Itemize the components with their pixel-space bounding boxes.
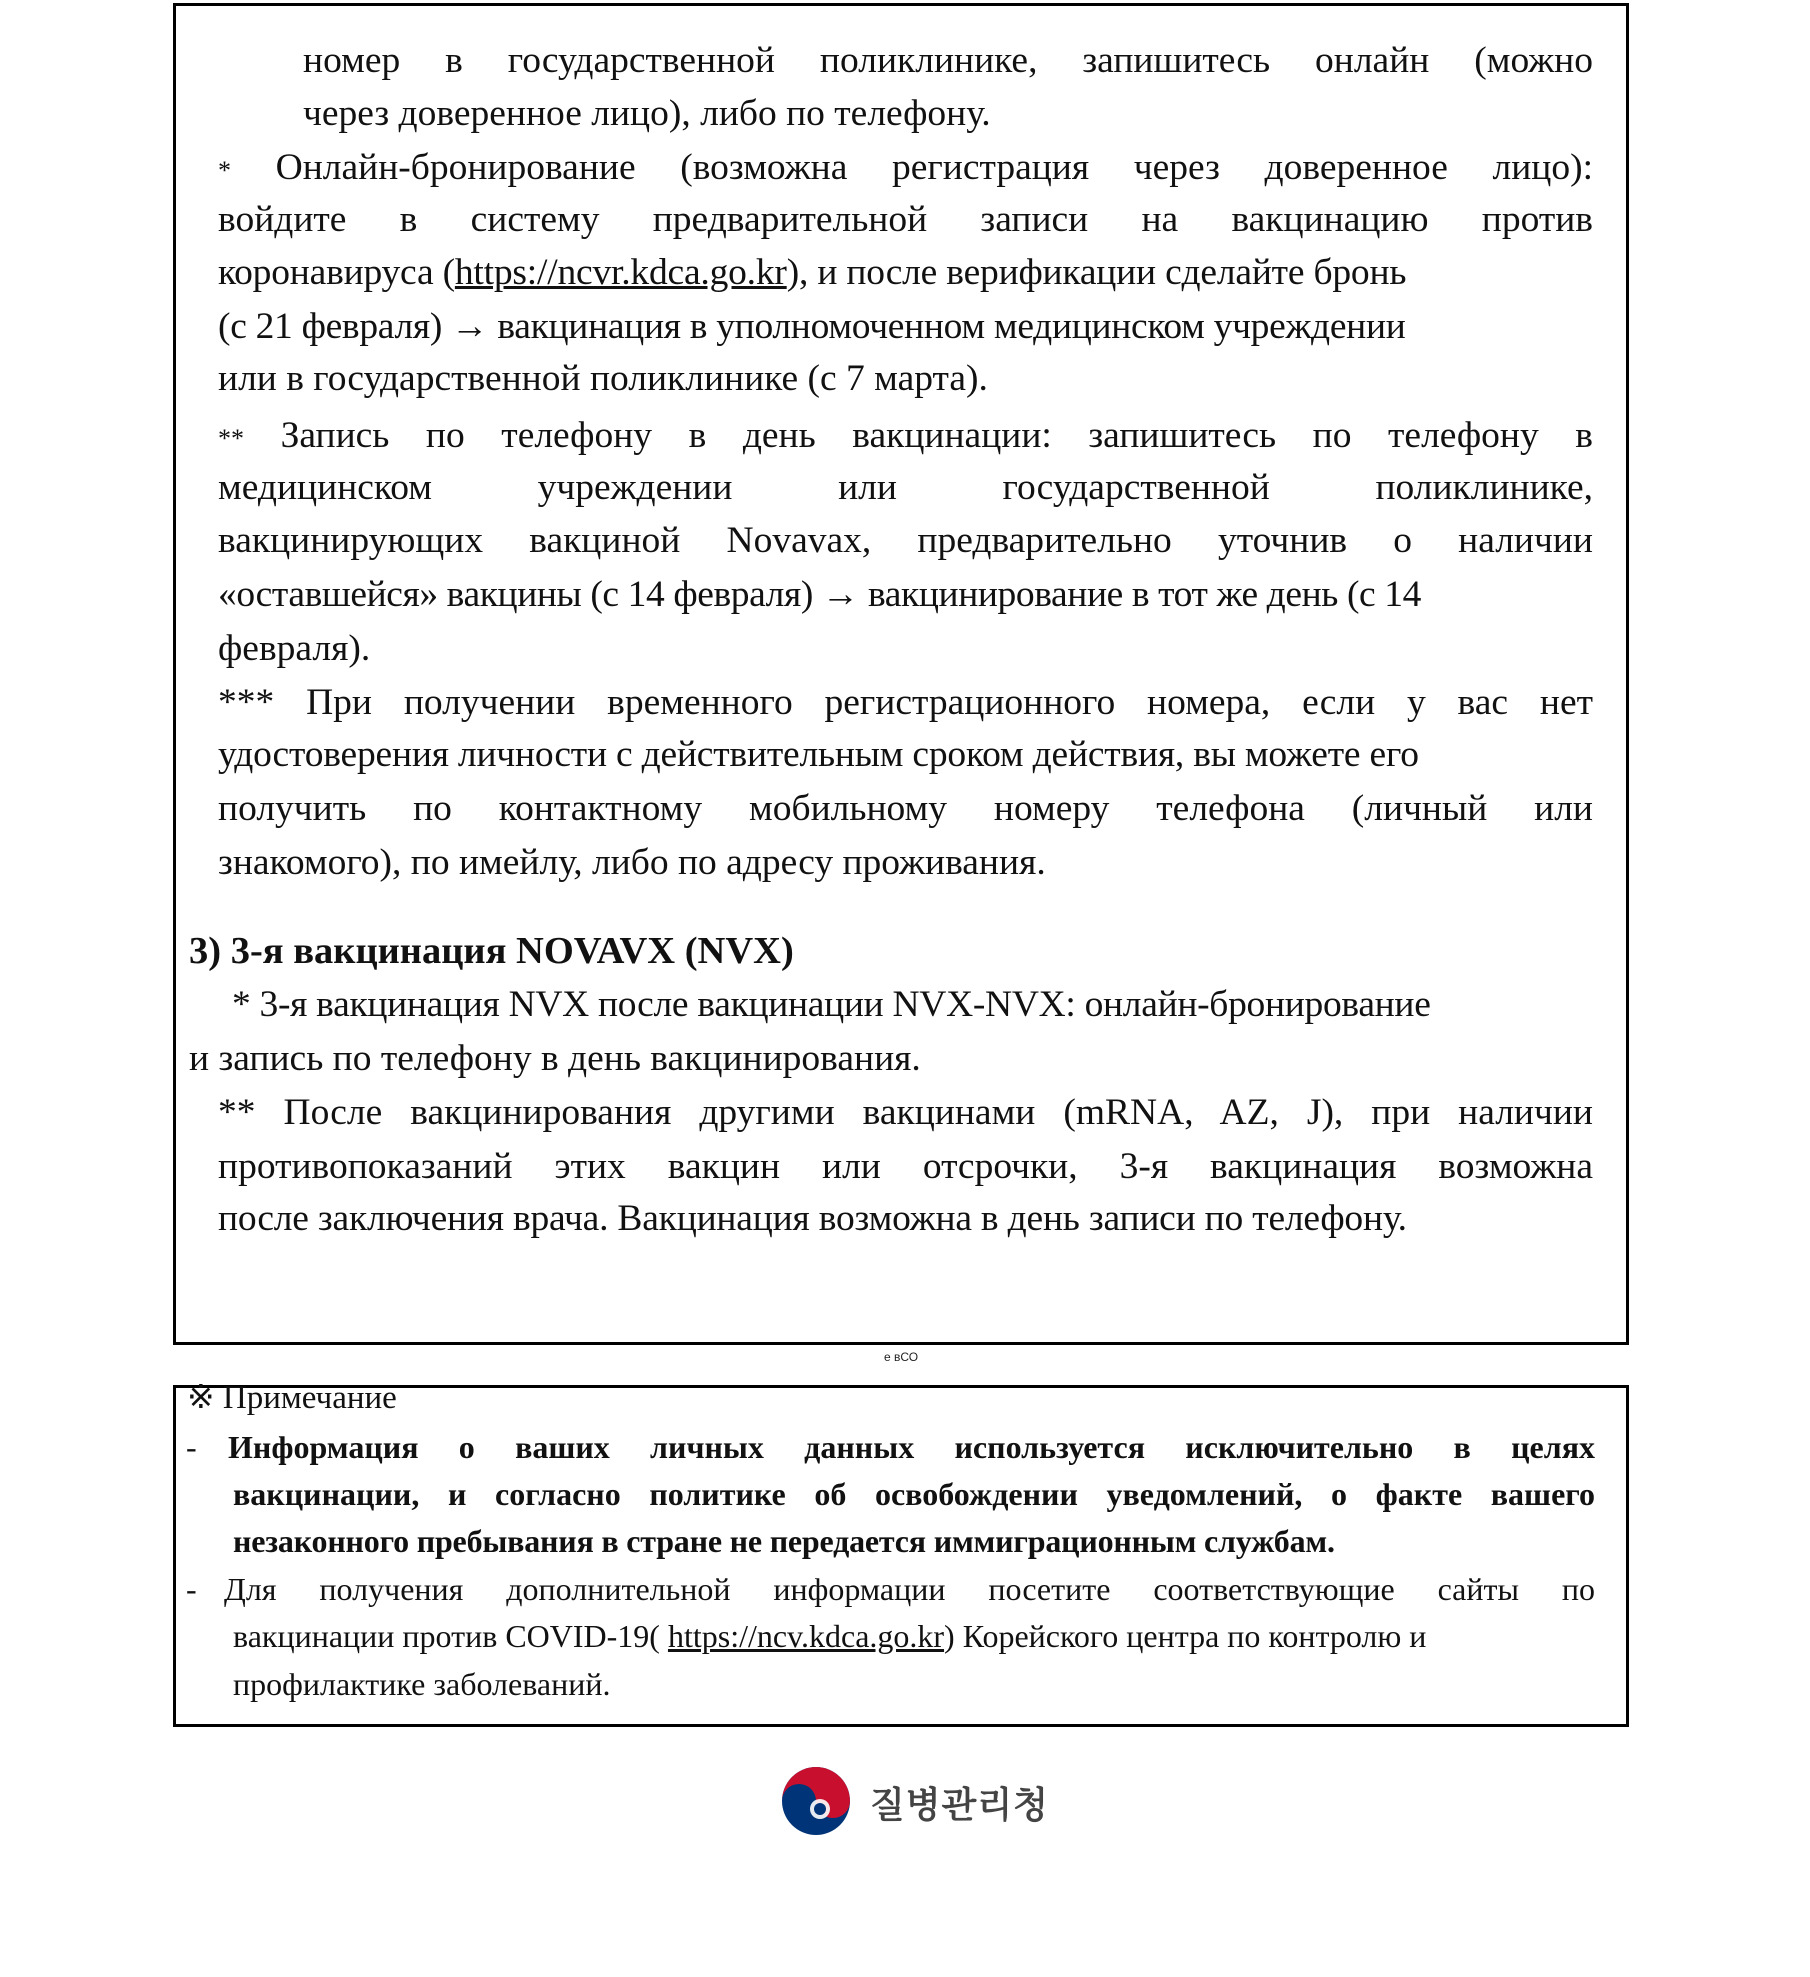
text-span: вакцинации против COVID-19(	[233, 1618, 668, 1654]
text-span: ), и после верификации сделайте бронь	[786, 252, 1407, 293]
note-line: незаконного пребывания в стране не передается иммиграционным службам.	[233, 1523, 1335, 1559]
text-line: ** После вакцинирования другими вакцинами (mRNA, AZ, J), при наличии	[218, 1092, 1593, 1133]
footnote-star: *	[218, 156, 231, 185]
kdca-logo	[780, 1765, 1050, 1837]
text-line: медицинском учреждении или государственной поликлинике,	[218, 467, 1593, 508]
text-line: знакомого), по имейлу, либо по адресу проживания.	[218, 842, 1046, 883]
text-span: Онлайн-бронирование (возможна регистрация через доверенное лицо):	[275, 147, 1593, 188]
text-line: *** При получении временного регистрационного номера, если у вас нет	[218, 682, 1593, 723]
note-line: Информация о ваших личных данных используется исключительно в целях	[228, 1429, 1595, 1465]
note-title: ※ Примечание	[187, 1380, 397, 1416]
text-line: получить по контактному мобильному номеру телефона (личный или	[218, 788, 1593, 829]
text-line: войдите в систему предварительной записи на вакцинацию против	[218, 199, 1593, 240]
page-mark: е вСО	[884, 1350, 919, 1364]
dash-bullet: -	[186, 1571, 197, 1607]
text-line: вакцинирующих вакциной Novavax, предварительно уточнив о наличии	[218, 520, 1593, 561]
text-line: февраля).	[218, 628, 371, 669]
text-line: противопоказаний этих вакцин или отсрочки, 3-я вакцинация возможна	[218, 1146, 1593, 1187]
text-line: и запись по телефону в день вакцинирования.	[189, 1038, 921, 1079]
note-line: Для получения дополнительной информации посетите соответствующие сайты по	[224, 1571, 1595, 1607]
text-line: номер в государственной поликлинике, запишитесь онлайн (можно	[303, 40, 1593, 81]
text-line: (с 21 февраля) → вакцинация в уполномоченном медицинском учреждении	[218, 306, 1406, 347]
text-span: ) Корейского центра по контролю и	[944, 1618, 1427, 1654]
text-line	[218, 413, 1593, 462]
text-line: после заключения врача. Вакцинация возможна в день записи по телефону.	[218, 1198, 1407, 1239]
section-heading: 3) 3-я вакцинация NOVAVX (NVX)	[189, 930, 794, 972]
note-line: вакцинации, и согласно политике об освобождении уведомлений, о факте вашего	[233, 1476, 1595, 1512]
text-line: или в государственной поликлинике (с 7 марта).	[218, 358, 988, 399]
text-line: удостоверения личности с действительным сроком действия, вы можете его	[218, 734, 1419, 775]
taegeuk-icon	[780, 1765, 852, 1837]
text-span: Запись по телефону в день вакцинации: запишитесь по телефону в	[280, 415, 1594, 456]
note-line	[233, 1616, 1426, 1656]
text-line: «оставшейся» вакцины (с 14 февраля) → вакцинирование в тот же день (с 14	[218, 574, 1421, 615]
note-line: профилактике заболеваний.	[233, 1666, 611, 1702]
ncv-link[interactable]: https://ncv.kdca.go.kr	[667, 1618, 945, 1654]
footnote-star: **	[218, 424, 244, 453]
logo-text: 질병관리청	[870, 1785, 1049, 1826]
text-line: * 3-я вакцинация NVX после вакцинации NVX-NVX: онлайн-бронирование	[232, 984, 1431, 1025]
text-line: через доверенное лицо), либо по телефону.	[303, 93, 991, 134]
ncvr-link[interactable]: https://ncvr.kdca.go.kr	[454, 252, 787, 293]
text-line	[218, 145, 1593, 194]
text-line	[218, 250, 1406, 296]
text-span: коронавируса (	[218, 252, 455, 293]
dash-bullet: -	[186, 1429, 197, 1465]
